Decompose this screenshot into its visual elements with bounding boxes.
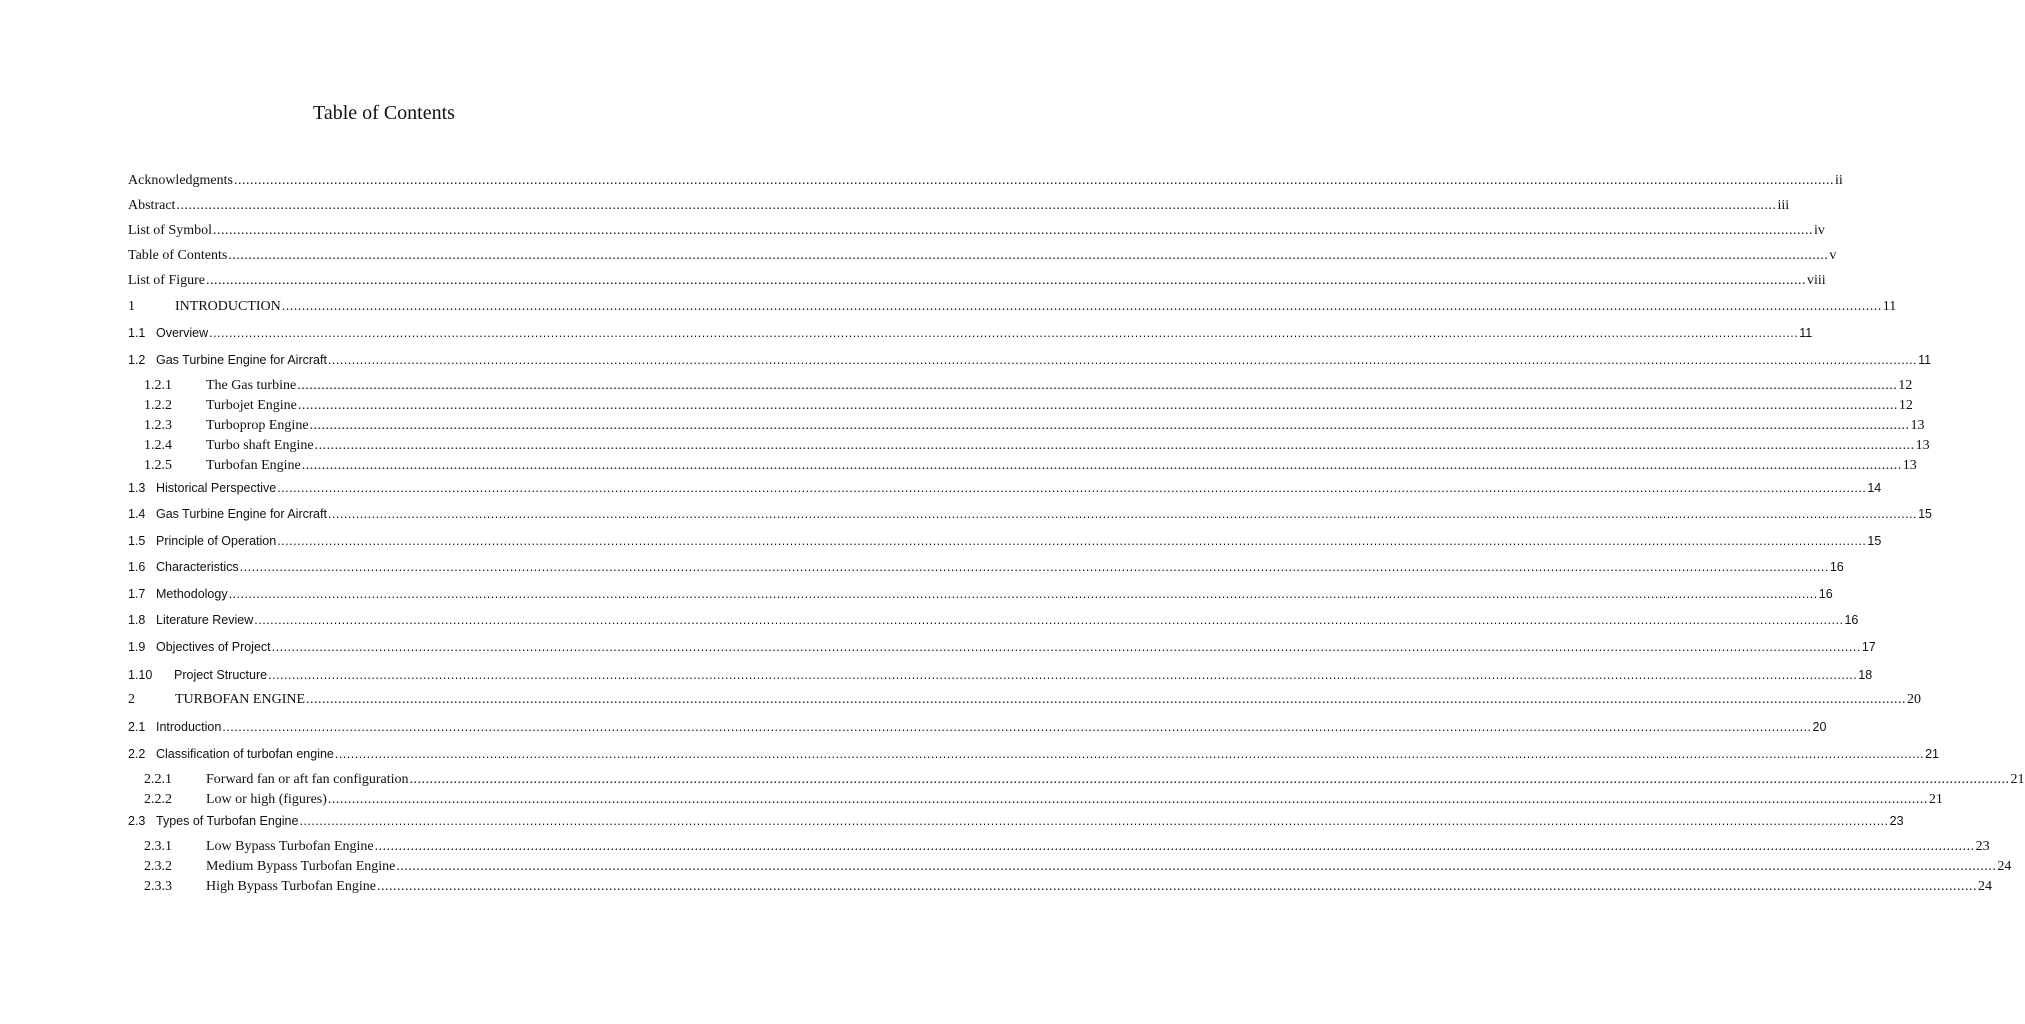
toc-entry-number: 1.6 — [128, 560, 146, 574]
toc-entry-label: Turbo shaft Engine — [206, 438, 314, 453]
toc-dot-leader: ................................................................................................................................................................................................................................................................................................................................................................................................................ — [299, 814, 1889, 828]
toc-dot-leader: ................................................................................................................................................................................................................................................................................................................................................................................................................ — [327, 353, 1918, 367]
toc-entry-page: 24 — [1977, 879, 1992, 894]
toc-entry-page: 14 — [1867, 481, 1882, 495]
toc-entry-label: Acknowledgments — [128, 173, 233, 188]
toc-entry-label: Gas Turbine Engine for Aircraft — [156, 353, 327, 367]
toc-entry[interactable] — [128, 353, 1932, 367]
toc-entry-label: List of Symbol — [128, 223, 213, 238]
toc-entry[interactable] — [128, 613, 1859, 627]
toc-entry-label: Characteristics — [156, 560, 239, 574]
toc-entry-number: 2 — [128, 692, 135, 707]
toc-entry-page: 20 — [1907, 692, 1922, 707]
toc-entry[interactable] — [144, 772, 2025, 788]
toc-entry-label: TURBOFAN ENGINE — [175, 692, 306, 707]
toc-entry[interactable] — [128, 248, 1837, 264]
toc-entry-page: 20 — [1812, 720, 1827, 734]
toc-entry-number: 1.2.4 — [144, 438, 172, 453]
toc-entry-label: Turbojet Engine — [206, 398, 297, 413]
toc-dot-leader: ................................................................................................................................................................................................................................................................................................................................................................................................................ — [314, 438, 1915, 453]
toc-entry-number: 1.9 — [128, 640, 146, 654]
toc-entry[interactable] — [128, 507, 1932, 521]
toc-entry-page: 17 — [1861, 640, 1876, 654]
toc-entry-number: 2.3.1 — [144, 839, 172, 854]
toc-entry[interactable] — [144, 792, 1943, 808]
toc-entry-number: 2.2.2 — [144, 792, 172, 807]
toc-entry-number: 2.3 — [128, 814, 146, 828]
toc-entry[interactable] — [128, 814, 1904, 828]
toc-dot-leader: ................................................................................................................................................................................................................................................................................................................................................................................................................ — [277, 534, 1867, 548]
toc-entry-label: Turbofan Engine — [206, 458, 301, 473]
toc-entry-label: Low or high (figures) — [206, 792, 327, 807]
toc-dot-leader: ................................................................................................................................................................................................................................................................................................................................................................................................................ — [327, 507, 1918, 521]
toc-dot-leader: ................................................................................................................................................................................................................................................................................................................................................................................................................ — [271, 640, 1861, 654]
toc-entry[interactable] — [144, 879, 1992, 895]
toc-entry-number: 2.3.2 — [144, 859, 172, 874]
toc-entry-page: 12 — [1898, 398, 1913, 413]
toc-dot-leader: ................................................................................................................................................................................................................................................................................................................................................................................................................ — [396, 859, 1997, 874]
toc-entry[interactable] — [144, 839, 1990, 855]
toc-entry-label: High Bypass Turbofan Engine — [206, 879, 376, 894]
toc-dot-leader: ................................................................................................................................................................................................................................................................................................................................................................................................................ — [409, 772, 2010, 787]
toc-entry[interactable] — [128, 640, 1876, 654]
toc-entry-number: 1.2.2 — [144, 398, 172, 413]
toc-entry-page: 12 — [1898, 378, 1913, 393]
toc-entry-page: 16 — [1844, 613, 1859, 627]
toc-entry[interactable] — [128, 273, 1826, 289]
toc-entry-number: 1.5 — [128, 534, 146, 548]
toc-entry-page: v — [1829, 248, 1837, 263]
toc-entry[interactable] — [128, 692, 1922, 708]
toc-entry-label: Project Structure — [174, 668, 268, 682]
toc-entry[interactable] — [128, 534, 1882, 548]
toc-entry-number: 2.1 — [128, 720, 146, 734]
toc-entry-label: Principle of Operation — [156, 534, 277, 548]
toc-entry[interactable] — [144, 378, 1913, 394]
toc-dot-leader: ................................................................................................................................................................................................................................................................................................................................................................................................................ — [376, 879, 1977, 894]
toc-dot-leader: ................................................................................................................................................................................................................................................................................................................................................................................................................ — [239, 560, 1829, 574]
toc-entry-number: 1.7 — [128, 587, 146, 601]
toc-entry[interactable] — [144, 438, 1930, 454]
toc-entry[interactable] — [128, 720, 1827, 734]
toc-entry[interactable] — [128, 668, 1873, 682]
toc-dot-leader: ................................................................................................................................................................................................................................................................................................................................................................................................................ — [268, 668, 1858, 682]
toc-entry-page: 23 — [1889, 814, 1904, 828]
toc-entry[interactable] — [128, 587, 1833, 601]
toc-entry-page: 13 — [1902, 458, 1917, 473]
toc-entry-number: 1.3 — [128, 481, 146, 495]
toc-entry-page: 15 — [1867, 534, 1882, 548]
toc-dot-leader: ................................................................................................................................................................................................................................................................................................................................................................................................................ — [209, 326, 1799, 340]
toc-entry[interactable] — [144, 398, 1913, 414]
toc-dot-leader: ................................................................................................................................................................................................................................................................................................................................................................................................................ — [309, 418, 1910, 433]
toc-entry[interactable] — [128, 299, 1897, 315]
toc-entry-number: 1.2 — [128, 353, 146, 367]
toc-entry-label: Table of Contents — [128, 248, 228, 263]
toc-entry-page: 24 — [1997, 859, 2012, 874]
toc-entry-label: Medium Bypass Turbofan Engine — [206, 859, 396, 874]
toc-dot-leader: ................................................................................................................................................................................................................................................................................................................................................................................................................ — [254, 613, 1844, 627]
toc-entry-label: Literature Review — [156, 613, 254, 627]
toc-entry-label: Introduction — [156, 720, 222, 734]
toc-entry-page: 13 — [1915, 438, 1930, 453]
toc-entry-number: 1.1 — [128, 326, 146, 340]
toc-dot-leader: ................................................................................................................................................................................................................................................................................................................................................................................................................ — [297, 398, 1898, 413]
toc-entry-number: 1.10 — [128, 668, 153, 682]
toc-entry-page: 11 — [1799, 326, 1813, 340]
toc-entry-page: viii — [1807, 273, 1826, 288]
toc-entry[interactable] — [144, 458, 1917, 474]
toc-entry[interactable] — [144, 859, 2012, 875]
toc-dot-leader: ................................................................................................................................................................................................................................................................................................................................................................................................................ — [228, 248, 1829, 263]
toc-entry-label: Gas Turbine Engine for Aircraft — [156, 507, 327, 521]
toc-entry-label: Abstract — [128, 198, 176, 213]
toc-entry-page: 21 — [1925, 747, 1939, 761]
toc-entry-page: ii — [1834, 173, 1843, 188]
toc-entry-page: 11 — [1882, 299, 1897, 314]
toc-entry-number: 1.2.3 — [144, 418, 172, 433]
toc-entry-number: 1.2.5 — [144, 458, 172, 473]
toc-entry-label: Low Bypass Turbofan Engine — [206, 839, 374, 854]
toc-entry-page: 13 — [1910, 418, 1925, 433]
toc-dot-leader: ................................................................................................................................................................................................................................................................................................................................................................................................................ — [297, 378, 1898, 393]
page-title: Table of Contents — [313, 102, 455, 124]
toc-dot-leader: ................................................................................................................................................................................................................................................................................................................................................................................................................ — [176, 198, 1777, 213]
toc-entry-number: 2.2 — [128, 747, 146, 761]
toc-entry-label: Objectives of Project — [156, 640, 271, 654]
toc-entry[interactable] — [128, 223, 1825, 239]
toc-entry-number: 1.4 — [128, 507, 146, 521]
toc-entry-label: Historical Perspective — [156, 481, 277, 495]
toc-entry-number: 1.8 — [128, 613, 146, 627]
toc-entry[interactable] — [128, 481, 1882, 495]
toc-entry-label: Forward fan or aft fan configuration — [206, 772, 409, 787]
toc-dot-leader: ................................................................................................................................................................................................................................................................................................................................................................................................................ — [374, 839, 1975, 854]
toc-entry[interactable] — [128, 198, 1790, 214]
toc-entry-page: 15 — [1918, 507, 1932, 521]
toc-entry-number: 1 — [128, 299, 135, 314]
toc-entry-label: Turboprop Engine — [206, 418, 309, 433]
toc-entry-label: Types of Turbofan Engine — [156, 814, 299, 828]
toc-entry-label: Methodology — [156, 587, 228, 601]
toc-dot-leader: ................................................................................................................................................................................................................................................................................................................................................................................................................ — [213, 223, 1814, 238]
toc-dot-leader: ................................................................................................................................................................................................................................................................................................................................................................................................................ — [233, 173, 1834, 188]
toc-dot-leader: ................................................................................................................................................................................................................................................................................................................................................................................................................ — [306, 692, 1907, 707]
toc-entry[interactable] — [128, 173, 1843, 189]
toc-entry-label: Overview — [156, 326, 209, 340]
toc-entry-number: 2.2.1 — [144, 772, 172, 787]
toc-entry-label: Classification of turbofan engine — [156, 747, 334, 761]
toc-entry-number: 1.2.1 — [144, 378, 172, 393]
toc-entry-page: iii — [1777, 198, 1790, 213]
toc-dot-leader: ................................................................................................................................................................................................................................................................................................................................................................................................................ — [206, 273, 1806, 288]
toc-entry-number: 2.3.3 — [144, 879, 172, 894]
toc-entry[interactable] — [128, 747, 1939, 761]
toc-entry[interactable] — [144, 418, 1925, 434]
toc-dot-leader: ................................................................................................................................................................................................................................................................................................................................................................................................................ — [277, 481, 1867, 495]
toc-entry-label: The Gas turbine — [206, 378, 297, 393]
toc-dot-leader: ................................................................................................................................................................................................................................................................................................................................................................................................................ — [222, 720, 1812, 734]
toc-entry-page: iv — [1814, 223, 1825, 238]
toc-entry[interactable] — [128, 326, 1813, 340]
toc-dot-leader: ................................................................................................................................................................................................................................................................................................................................................................................................................ — [228, 587, 1818, 601]
toc-entry-label: List of Figure — [128, 273, 205, 288]
toc-dot-leader: ................................................................................................................................................................................................................................................................................................................................................................................................................ — [327, 792, 1928, 807]
toc-entry-page: 18 — [1858, 668, 1873, 682]
toc-entry-page: 21 — [1928, 792, 1943, 807]
toc-entry-page: 21 — [2010, 772, 2025, 787]
toc-entry-page: 16 — [1829, 560, 1844, 574]
toc-entry-page: 23 — [1975, 839, 1990, 854]
toc-entry-page: 11 — [1918, 353, 1932, 367]
toc-entry-page: 16 — [1818, 587, 1833, 601]
toc-dot-leader: ................................................................................................................................................................................................................................................................................................................................................................................................................ — [301, 458, 1902, 473]
toc-dot-leader: ................................................................................................................................................................................................................................................................................................................................................................................................................ — [334, 747, 1925, 761]
toc-entry[interactable] — [128, 560, 1844, 574]
toc-entry-label: INTRODUCTION — [175, 299, 281, 314]
toc-dot-leader: ................................................................................................................................................................................................................................................................................................................................................................................................................ — [281, 299, 1882, 314]
